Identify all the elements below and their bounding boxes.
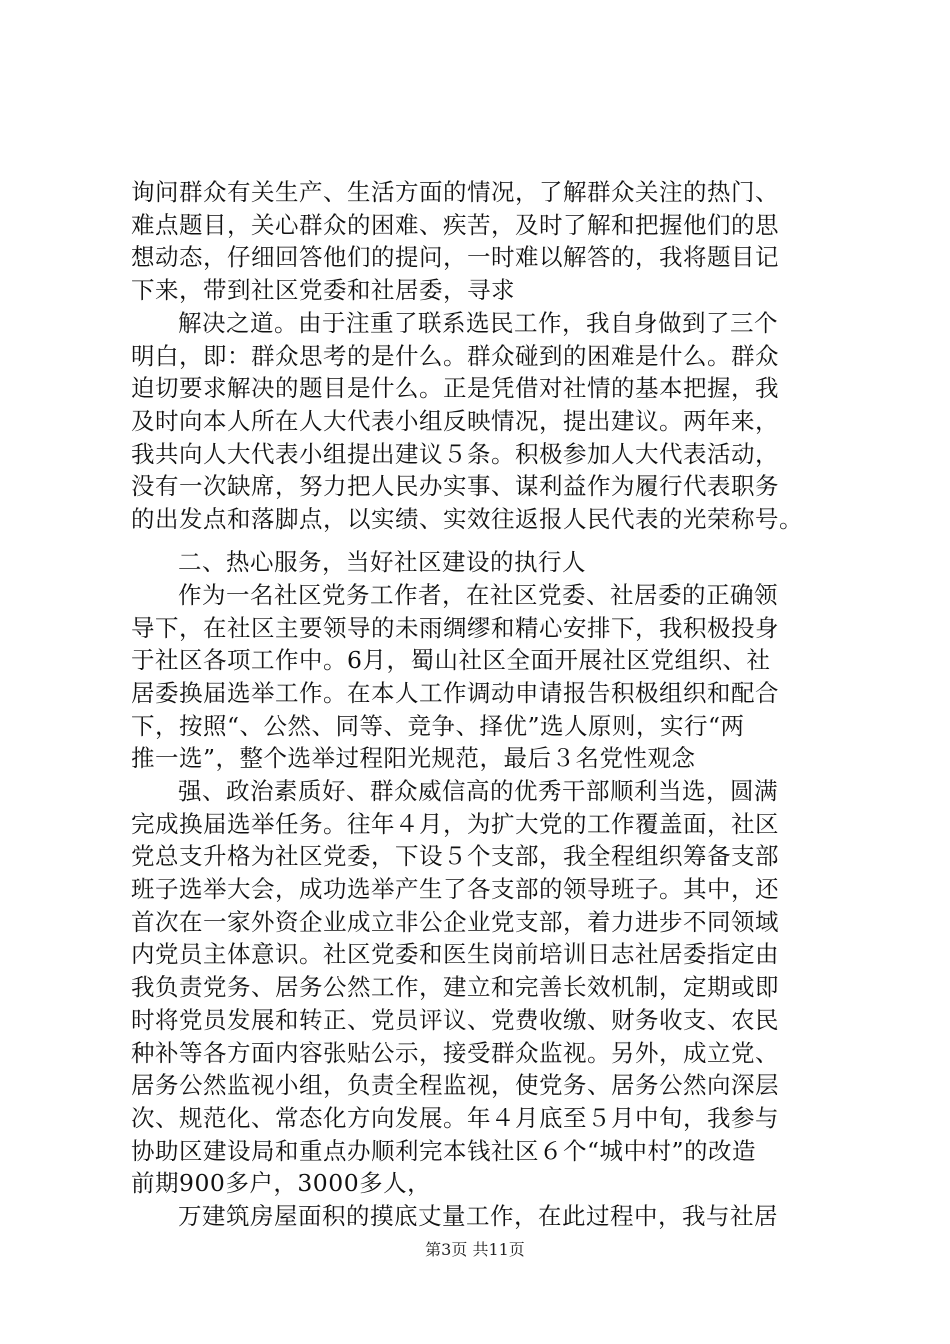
text-line: 解决之道。由于注重了联系选民工作，我自身做到了三个 [178, 309, 778, 337]
page-indicator: 第3页 共11页 [425, 1240, 525, 1259]
text-line: 没有一次缺席，努力把人民办实事、谋利益作为履行代表职务 [131, 472, 779, 501]
text-line: 班子选举大会，成功选举产生了各支部的领导班子。其中，还 [131, 875, 779, 904]
paragraph-1 [131, 176, 831, 307]
paragraph-2 [131, 307, 831, 536]
text-line: 居务公然监视小组，负责全程监视，使党务、居务公然向深层 [131, 1071, 779, 1100]
text-line: 我负责党务、居务公然工作，建立和完善长效机制，定期或即 [131, 973, 779, 1002]
text-line: 下，按照“、公然、同等、竞争、择优”选人原则，实行“两 [131, 711, 745, 740]
text-line: 党总支升格为社区党委，下设５个支部，我全程组织筹备支部 [131, 842, 779, 871]
paragraph-3 [131, 579, 831, 775]
text-line: 于社区各项工作中。6月，蜀山社区全面开展社区党组织、社 [131, 646, 771, 675]
text-line: 万建筑房屋面积的摸底丈量工作，在此过程中，我与社居 [178, 1202, 778, 1230]
text-line: 想动态，仔细回答他们的提问，一时难以解答的，我将题目记 [131, 243, 779, 272]
section-heading-block [131, 546, 831, 579]
text-line: 难点题目，关心群众的困难、疾苦，及时了解和把握他们的思 [131, 210, 779, 239]
text-line: 明白，即：群众思考的是什么。群众碰到的困难是什么。群众 [131, 341, 779, 370]
text-line: 作为一名社区党务工作者，在社区党委、社居委的正确领 [178, 581, 778, 609]
text-line: 种补等各方面内容张贴公示，接受群众监视。另外，成立党、 [131, 1038, 779, 1067]
section-heading: 二、热心服务，当好社区建设的执行人 [178, 548, 586, 576]
paragraph-5 [131, 1200, 831, 1233]
text-line: 协助区建设局和重点办顺利完本钱社区６个“城中村”的改造 [131, 1136, 757, 1165]
text-line: 我共向人大代表小组提出建议５条。积极参加人大代表活动， [131, 439, 779, 468]
text-line: 下来，带到社区党委和社居委，寻求 [131, 276, 515, 305]
text-line: 询问群众有关生产、生活方面的情况，了解群众关注的热门、 [131, 178, 779, 206]
text-line: 首次在一家外资企业成立非公企业党支部，着力进步不同领域 [131, 907, 779, 936]
page-footer [0, 1240, 950, 1260]
text-line: 次、规范化、常态化方向发展。年４月底至５月中旬，我参与 [131, 1103, 779, 1132]
text-line: 内党员主体意识。社区党委和医生岗前培训日志社居委指定由 [131, 940, 779, 969]
text-line: 居委换届选举工作。在本人工作调动申请报告积极组织和配合 [131, 679, 779, 708]
text-line: 前期900多户，3000多人， [131, 1169, 432, 1198]
text-line: 的出发点和落脚点，以实绩、实效往返报人民代表的光荣称号。 [131, 505, 803, 534]
text-line: 迫切要求解决的题目是什么。正是凭借对社情的基本把握，我 [131, 374, 779, 403]
text-line: 完成换届选举任务。往年４月，为扩大党的工作覆盖面，社区 [131, 809, 779, 838]
text-line: 强、政治素质好、群众威信高的优秀干部顺利当选，圆满 [178, 777, 778, 805]
text-line: 时将党员发展和转正、党员评议、党费收缴、财务收支、农民 [131, 1005, 779, 1034]
paragraph-4 [131, 775, 831, 1200]
text-line: 推一选”，整个选举过程阳光规范，最后３名党性观念 [131, 744, 696, 773]
text-line: 导下，在社区主要领导的未雨绸缪和精心安排下，我积极投身 [131, 613, 779, 642]
text-line: 及时向本人所在人大代表小组反映情况，提出建议。两年来， [131, 407, 779, 436]
